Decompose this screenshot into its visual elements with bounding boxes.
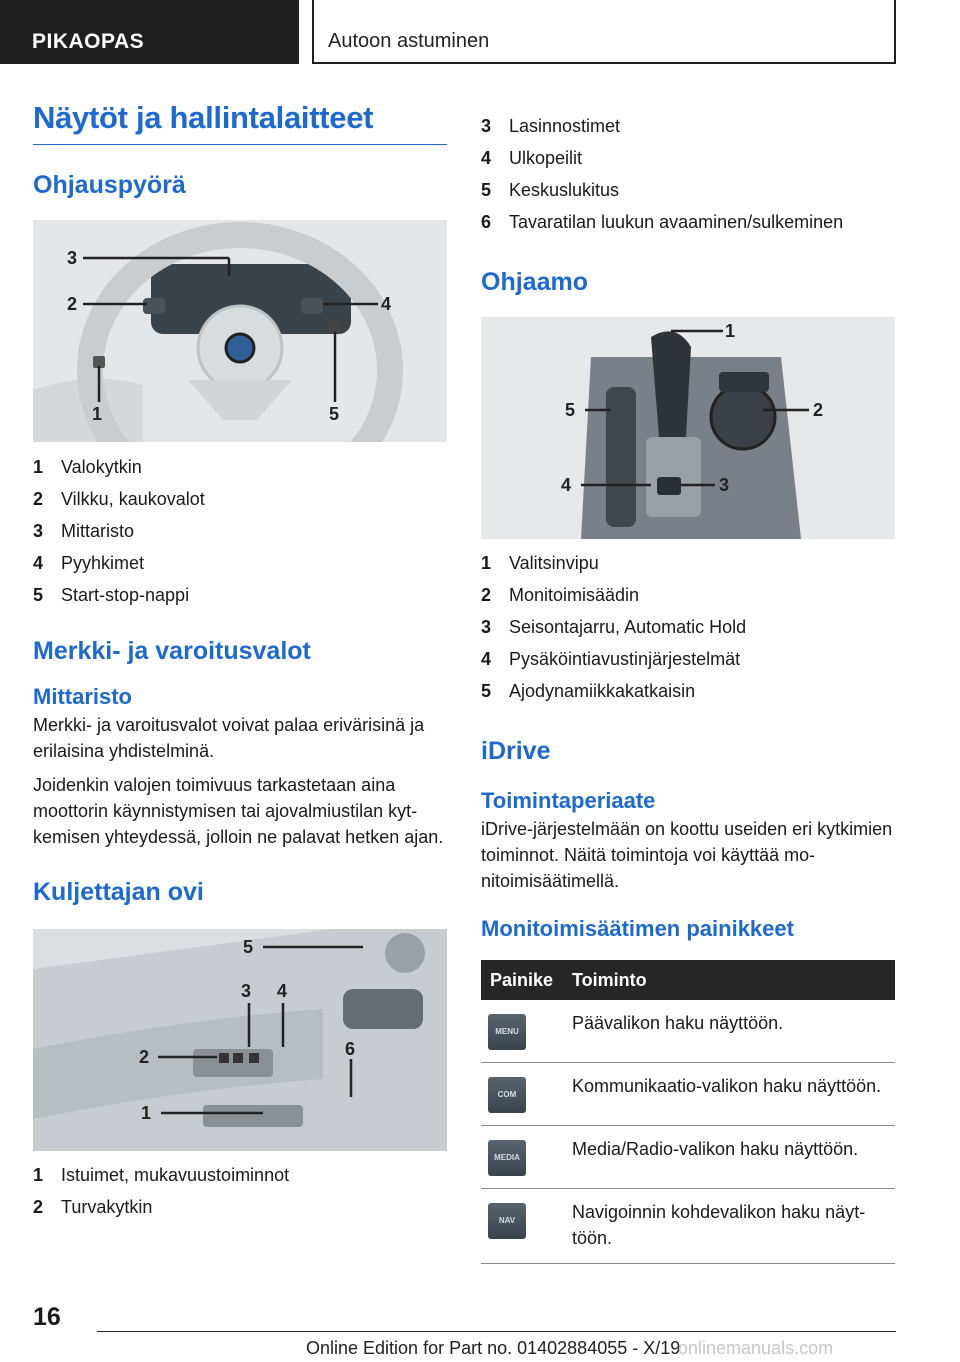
page-number: 16 [33, 1303, 61, 1331]
section-tab [0, 0, 299, 64]
chapter-label: Autoon astuminen [328, 30, 490, 52]
footer-edition: Online Edition for Part no. 01402884055 - X/19 [306, 1338, 681, 1358]
callout-5: 5 [329, 404, 340, 424]
door-legend-part2 [481, 110, 895, 238]
list-item: 3 Lasinnostimet [481, 116, 621, 136]
cockpit-image [481, 317, 895, 539]
door-legend-part1 [33, 1159, 447, 1223]
section-label: PIKAOPAS [32, 30, 145, 53]
list-item: 1 Valitsinvipu [481, 553, 599, 573]
menu-key-icon: MENU [488, 1014, 526, 1050]
callout-5: 5 [565, 400, 576, 420]
callout-1: 1 [92, 404, 103, 424]
list-item: 6 Tavaratilan luukun avaaminen/sulkeminen [481, 212, 844, 232]
table-row [481, 1000, 895, 1063]
list-item: 5 Ajodynamiikkakatkaisin [481, 681, 696, 701]
callout-2: 2 [139, 1047, 150, 1067]
table-header-row [481, 960, 895, 1000]
callout-3: 3 [241, 981, 252, 1001]
footer-divider [97, 1331, 896, 1332]
list-item: 2 Vilkku, kaukovalot [33, 489, 205, 509]
table-row [481, 1063, 895, 1126]
table-cell: Media/Radio-valikon haku näyttöön. [572, 1126, 895, 1189]
list-item: 2 Turvakytkin [33, 1197, 153, 1217]
idrive-heading: iDrive [481, 737, 551, 765]
warning-heading: Merkki- ja varoitusvalot [33, 637, 311, 665]
warning-para-1: Merkki- ja varoitusvalot voivat palaa erivärisinä ja erilaisina yhdistelminä. [33, 715, 425, 761]
steering-wheel-image [33, 220, 447, 442]
callout-1: 1 [725, 321, 736, 341]
callout-3: 3 [719, 475, 730, 495]
door-image [33, 929, 447, 1151]
callout-4: 4 [381, 294, 392, 314]
list-item: 2 Monitoimisäädin [481, 585, 640, 605]
list-item: 1 Istuimet, mukavuustoiminnot [33, 1165, 290, 1185]
callout-4: 4 [277, 981, 288, 1001]
cockpit-heading: Ohjaamo [481, 268, 588, 296]
com-key-icon: COM [488, 1077, 526, 1113]
buttons-table [481, 960, 895, 1264]
left-column [33, 100, 447, 1223]
steering-legend [33, 451, 447, 611]
table-cell: Navigoinnin kohdevalikon haku näyttöön. [572, 1189, 895, 1264]
nav-key-icon: NAV [488, 1203, 526, 1239]
list-item: 4 Pyyhkimet [33, 553, 145, 573]
col-button-header: Painike [481, 960, 572, 1000]
table-cell: Kommunikaatio-valikon haku näyttöön. [572, 1063, 895, 1126]
callout-2: 2 [813, 400, 824, 420]
idrive-para: iDrive-järjestelmään on koottu useiden eri kytkimien toiminnot. Näitä toimintoja voi käyttää monitoimisäätimellä. [481, 819, 893, 891]
cockpit-legend [481, 547, 895, 707]
table-row [481, 1126, 895, 1189]
watermark: onlinemanuals.com [678, 1338, 834, 1358]
list-item: 5 Start-stop-nappi [33, 585, 190, 605]
callout-3: 3 [67, 248, 78, 268]
callout-1: 1 [141, 1103, 152, 1123]
idrive-subheading: Toimintaperiaate [481, 788, 656, 813]
col-function-header: Toiminto [572, 960, 895, 1000]
list-item: 3 Seisontajarru, Automatic Hold [481, 617, 747, 637]
right-column [481, 110, 895, 1264]
steering-heading: Ohjauspyörä [33, 171, 186, 199]
page-title: Näytöt ja hallintalaitteet [33, 100, 447, 145]
list-item: 1 Valokytkin [33, 457, 142, 477]
list-item: 3 Mittaristo [33, 521, 135, 541]
callout-2: 2 [67, 294, 78, 314]
table-cell: Päävalikon haku näyttöön. [572, 1000, 895, 1063]
media-key-icon: MEDIA [488, 1140, 526, 1176]
callout-4: 4 [561, 475, 572, 495]
table-row [481, 1189, 895, 1264]
door-heading: Kuljettajan ovi [33, 878, 204, 906]
callout-5: 5 [243, 937, 254, 957]
callout-6: 6 [345, 1039, 356, 1059]
chapter-tab [312, 0, 896, 64]
list-item: 4 Ulkopeilit [481, 148, 583, 168]
warning-subheading: Mittaristo [33, 684, 132, 709]
list-item: 4 Pysäköintiavustinjärjestelmät [481, 649, 741, 669]
buttons-table-heading: Monitoimisäätimen painikkeet [481, 916, 794, 941]
warning-para-2: Joidenkin valojen toimivuus tarkastetaan aina moottorin käynnistymisen tai ajovalmiustilan kytkemisen yhteydessä, jolloin ne palavat hetken ajan. [33, 775, 444, 847]
list-item: 5 Keskuslukitus [481, 180, 620, 200]
